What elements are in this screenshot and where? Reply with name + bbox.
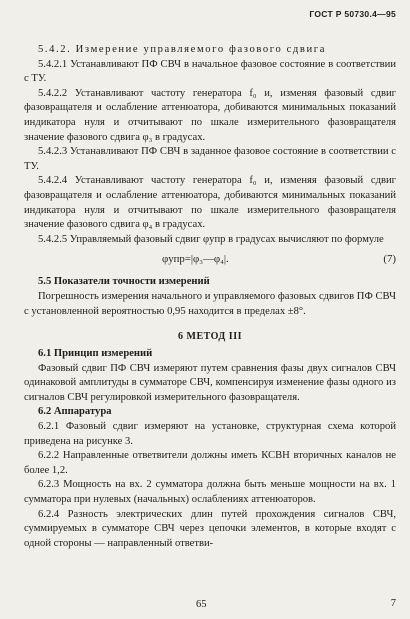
paragraph-5-5: Погрешность измерения начального и управляемого фазовых сдвигов ПФ СВЧ с установленной вероятностью 0,95 находится в пределах ±8°. [24, 290, 396, 317]
formula-expression: φупр=|φ₃—φ₄|. [162, 253, 229, 266]
paragraph-5-4-2-1: 5.4.2.1 Устанавливают ПФ СВЧ в начальное фазовое состояние в соответствии с ТУ. [24, 58, 396, 85]
standard-header: ГОСТ Р 50730.4—95 [309, 9, 396, 19]
page-number-right: 7 [390, 598, 396, 609]
section-5-5-title: 5.5 Показатели точности измерений [38, 276, 210, 288]
paragraph-6-1: Фазовый сдвиг ПФ СВЧ измеряют путем сравнения фазы двух сигналов СВЧ одинаковой амплитуды в сумматоре СВЧ, компенсируя изменение фазы одного из сигналов СВЧ регулировкой измерительного фазовращателя. [24, 362, 396, 403]
paragraph-6-2-4: 6.2.4 Разность электрических длин путей прохождения сигналов СВЧ, суммируемых в сумматоре СВЧ через цепочки элементов, в которые входят с одной стороны — направленный ответви- [24, 508, 396, 549]
section-6-1-title: 6.1 Принцип измерений [38, 348, 153, 360]
paragraph-5-4-2-4: 5.4.2.4 Устанавливают частоту генератора f₀ и, изменяя фазовый сдвиг фазовращателя и ослабление аттенюатора, добиваются минимальных показаний индикатора нуля и отчитывают по шкале измерительного фазовращателя значение фазового сдвига φ₄ в градусах. [24, 175, 396, 231]
paragraph-5-4-2-2: 5.4.2.2 Устанавливают частоту генератора f₀ и, изменяя фазовый сдвиг фазовращателя и ослабление аттенюатора, добиваются минимальных показаний индикатора нуля и отчитывают по шкале измерительного фазовращателя значение фазового сдвига φ₃ в градусах. [24, 87, 396, 143]
section-5-4-2-title: 5.4.2. Измерение управляемого фазового сдвига [38, 44, 327, 55]
section-6-heading: 6 МЕТОД III [178, 331, 242, 343]
formula-number: (7) [383, 253, 396, 266]
document-body [24, 43, 396, 551]
paragraph-5-4-2-3: 5.4.2.3 Устанавливают ПФ СВЧ в заданное фазовое состояние в соответствии с ТУ. [24, 146, 396, 172]
paragraph-5-4-2-5: 5.4.2.5 Управляемый фазовый сдвиг φупр в градусах вычисляют по формуле [38, 233, 384, 245]
formula-7 [24, 253, 396, 271]
paragraph-6-2-3: 6.2.3 Мощность на вх. 2 сумматора должна быть меньше мощности на вх. 1 сумматора при нулевых (начальных) ослаблениях аттенюаторов. [24, 479, 396, 506]
paragraph-6-2-1: 6.2.1 Фазовый сдвиг измеряют на установке, структурная схема которой приведена на рисунке 3. [24, 421, 396, 447]
section-6-2-title: 6.2 Аппаратура [38, 406, 112, 418]
page-number-center: 65 [196, 599, 207, 610]
paragraph-6-2-2: 6.2.2 Направленные ответвители должны иметь КСВН вторичных каналов не более 1,2. [24, 450, 396, 476]
